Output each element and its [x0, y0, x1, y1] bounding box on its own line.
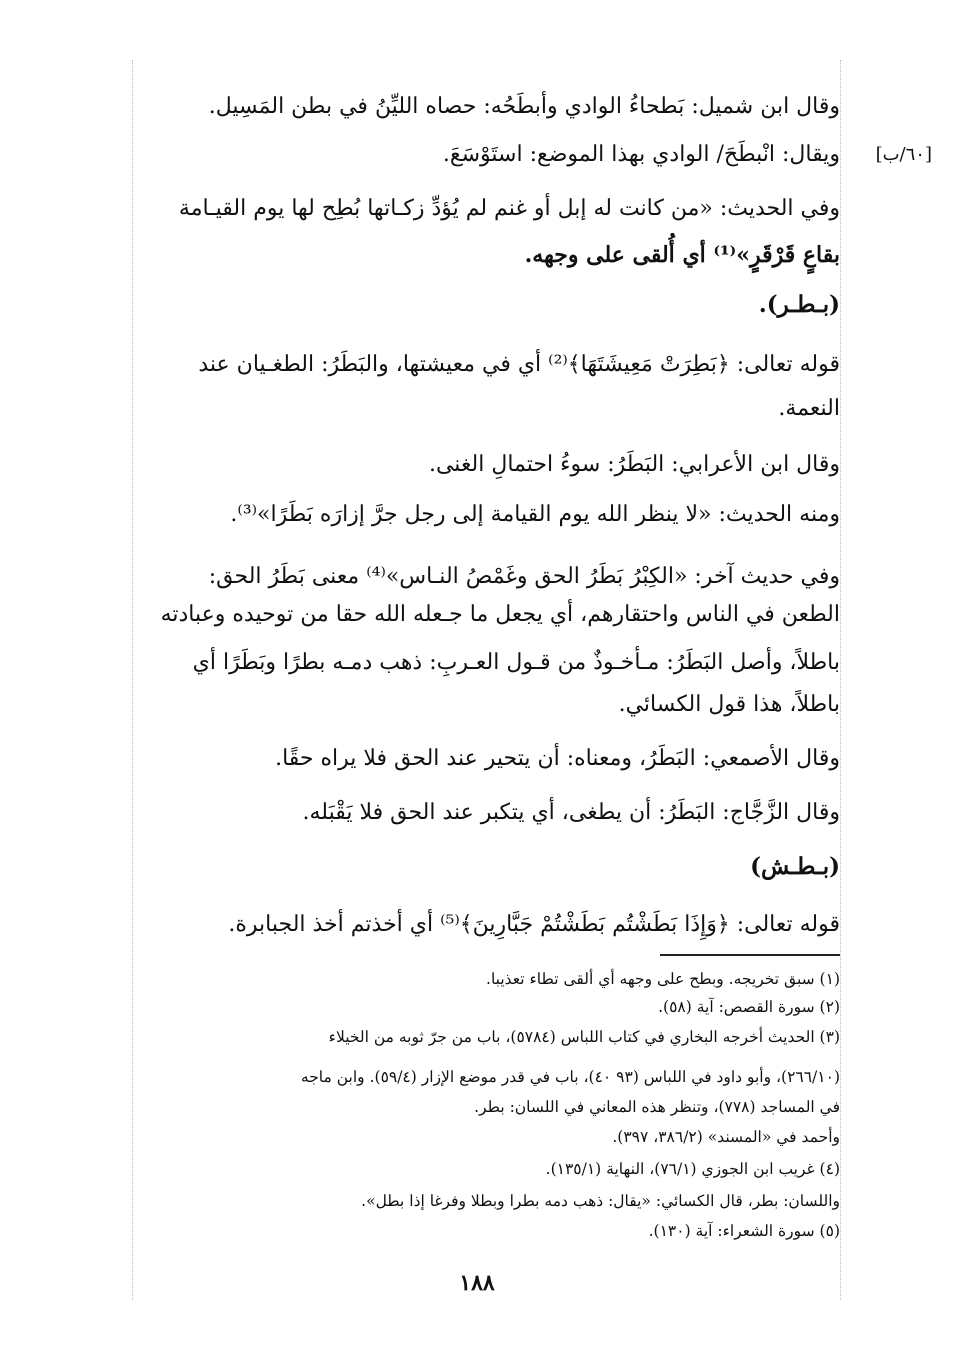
footnote: (٣) الحديث أخرجه البخاري في كتاب اللباس (٥٧٨٤)، باب من جرّ ثوبه من الخيلاء [328, 1028, 840, 1046]
body-line: وقال الزَّجَّاج: البَطَرُ: أن يطغى، أي يتكبر عند الحق فلا يَقْبَله. [302, 800, 840, 825]
body-line: وقال الأصمعي: البَطَرُ، ومعناه: أن يتحير عند الحق فلا يراه حقًا. [275, 746, 840, 771]
body-line: النعمة. [778, 396, 840, 421]
entry-heading: (بـطـر). [758, 291, 840, 318]
page-number: ١٨٨ [459, 1270, 495, 1296]
footnote: (٢٦٦/١٠)، وأبو داود في اللباس (٩٣ ٤٠)، باب في قدر موضع الإزار (٥٩/٤). وابن ماجه [300, 1068, 840, 1086]
body-line: ومنه الحديث: «لا ينظر الله يوم القيامة إلى رجل جرَّ إزارَه بَطَرًا»⁽³⁾. [230, 502, 840, 527]
body-line: ويقال: انْبطَحَ/ الوادي بهذا الموضع: استَوْسَعَ. [442, 142, 840, 167]
footnote: وأحمد في «المسند» (٣٨٦/٢، ٣٩٧). [612, 1128, 840, 1146]
footnote: في المساجد (٧٧٨)، وتنظر هذه المعاني في اللسان: بطر. [474, 1098, 840, 1116]
body-line: باطلاً، وأصل البَطَرُ: مـأخـوذٌ من قـول العـربِ: ذهب دمـه بطرًا وبَطَرًا أي [192, 650, 840, 675]
body-line: قوله تعالى: ﴿بَطِرَتْ مَعِيشَتَهَا﴾⁽²⁾ أي في معيشتها، والبَطَرُ: الطغـيان عند [198, 352, 840, 377]
entry-heading: (بـطـش) [750, 853, 840, 880]
body-line: قوله تعالى: ﴿وَإِذَا بَطَشْتُم بَطَشْتُمْ جَبَّارِينَ﴾⁽⁵⁾ أي أخذتم أخذ الجبابرة. [228, 912, 840, 937]
footnote: (٥) سورة الشعراء: آية (١٣٠). [648, 1222, 840, 1240]
footnote-separator [660, 954, 840, 956]
body-line: وفي الحديث: «من كانت له إبل أو غنم لم يُؤدِّ زكـاتها بُطِح لها يوم القيـامة [178, 196, 840, 221]
body-line: باطلاً، هذا قول الكسائي. [618, 692, 840, 717]
body-line: وقال ابن الأعرابي: البَطَرُ: سوءُ احتمالِ الغنى. [428, 452, 840, 477]
footnote: (٤) غريب ابن الجوزي (٧٦/١)، النهاية (١٣٥/١). [545, 1160, 840, 1178]
footnote: واللسان: بطر، قال الكسائي: «يقال: ذهب دمه بطرا وبطلا وفرغا إذا بطل». [361, 1192, 840, 1210]
footnote: (٢) سورة القصص: آية (٥٨). [658, 998, 840, 1016]
footnote: (١) سبق تخريجه. وبطح على وجهه أي ألقى تطاء تعذيبا. [486, 970, 840, 988]
body-line: الطعن في الناس واحتقارهم، أي يجعل ما جـعله الله حقا من توحيده وعبادته [160, 602, 840, 627]
margin-guide-right [840, 60, 841, 1300]
body-line: وفي حديث آخر: «الكِبْرُ بَطَرُ الحق وغَمْصُ النـاس»⁽⁴⁾ معنى بَطَرُ الحق: [208, 564, 840, 589]
body-line: بقاعٍ قَرْقَرٍ»⁽¹⁾ أي أُلقى على وجهه. [524, 242, 840, 268]
folio-margin-note: [٦٠/ب] [875, 144, 932, 165]
body-line: وقال ابن شميل: بَطحاءُ الوادي وأبطَحُه: حصاه الليِّنُ في بطن المَسِيل. [208, 94, 840, 119]
